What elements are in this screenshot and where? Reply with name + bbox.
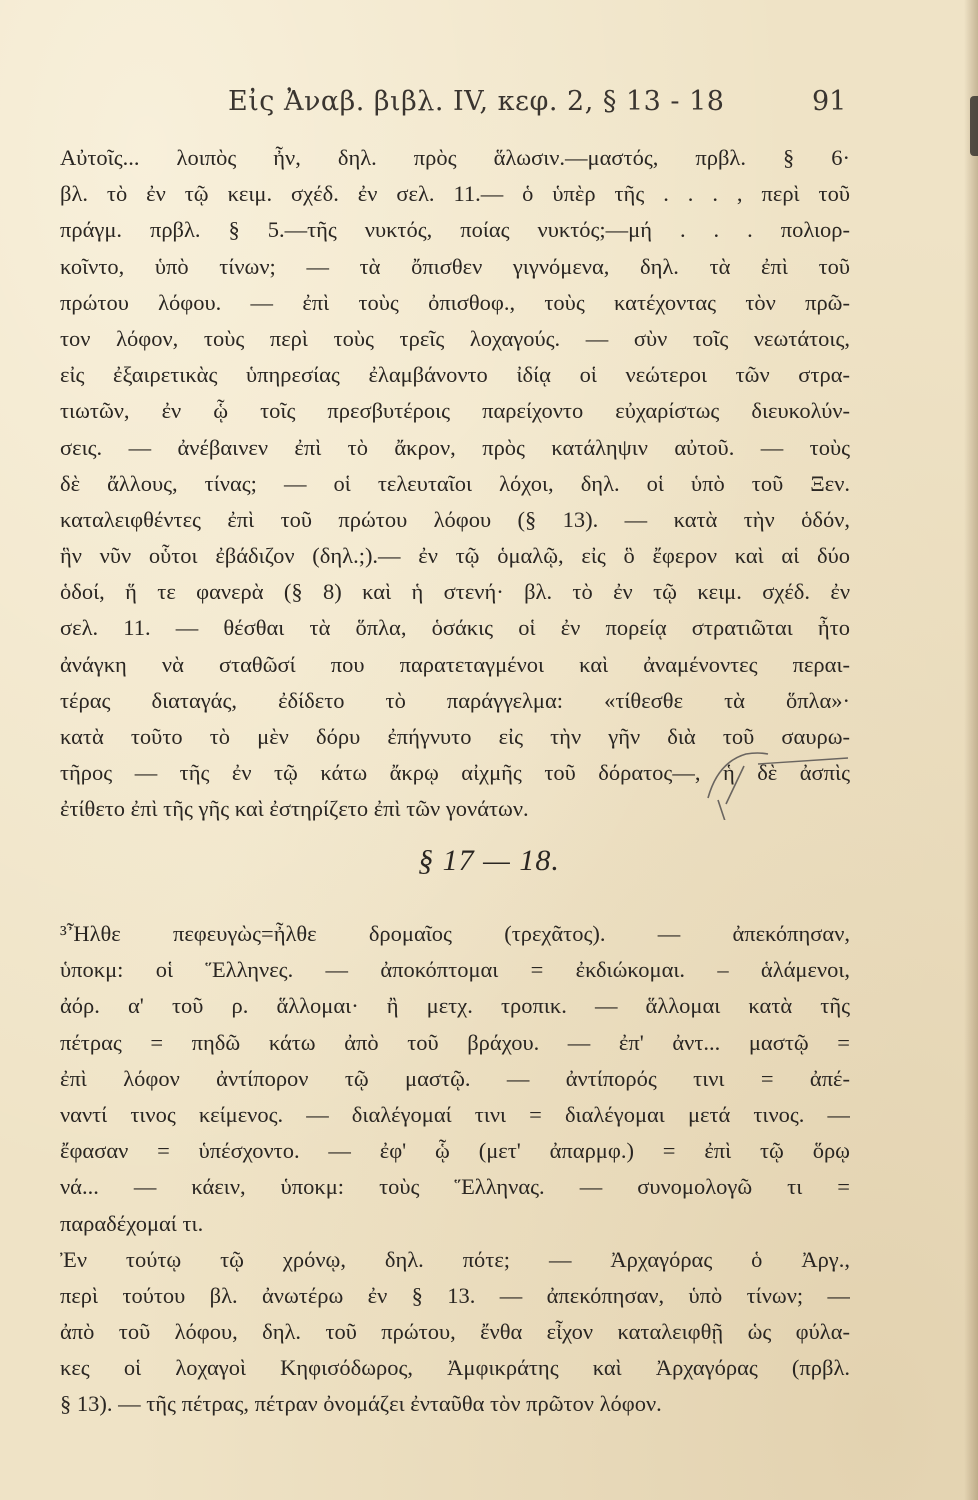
text-line: σελ. 11. — θέσθαι τὰ ὅπλα, ὁσάκις οἱ ἐν πορείᾳ στρατιῶται ἦτο <box>60 615 850 641</box>
text-line: § 13). — τῆς πέτρας, πέτραν ὀνομάζει ἐνταῦθα τὸν πρῶτον λόφον. <box>60 1391 662 1417</box>
text-line: ἣν νῦν οὗτοι ἐβάδιζον (δηλ.;).— ἐν τῷ ὁμαλῷ, εἰς ὃ ἔφερον καὶ αἱ δύο <box>60 543 850 569</box>
page-edge-shadow <box>964 0 978 1500</box>
page-number: 91 <box>812 86 847 117</box>
text-line: ὑποκμ: οἱ Ἕλληνες. — ἀποκόπτομαι = ἐκδιώκομαι. – ἁλάμενοι, <box>60 957 850 983</box>
text-line: ἐτίθετο ἐπὶ τῆς γῆς καὶ ἐστηρίζετο ἐπὶ τῶν γονάτων. <box>60 796 529 822</box>
section-heading: § 17 — 18. <box>418 844 560 877</box>
text-line: σεις. — ἀνέβαινεν ἐπὶ τὸ ἄκρον, πρὸς κατάληψιν αὐτοῦ. — τοὺς <box>60 434 850 460</box>
running-head: Εἰς Ἀναβ. βιβλ. IV, κεφ. 2, § 13 - 18 <box>228 86 725 117</box>
text-line: ἀνάγκη νὰ σταθῶσί που παρατεταγμένοι καὶ ἀναμένοντες περαι- <box>60 651 850 677</box>
pencil-check-mark <box>698 740 858 820</box>
text-line: τον λόφον, τοὺς περὶ τοὺς τρεῖς λοχαγούς. — σὺν τοῖς νεωτάτοις, <box>60 325 850 351</box>
text-line: τιωτῶν, ἐν ᾧ τοῖς πρεσβυτέροις παρείχοντο εὐχαρίστως διευκολύν- <box>60 398 850 424</box>
commentary-section-17-18 <box>60 916 850 1423</box>
text-line: ἔφασαν = ὑπέσχοντο. — ἐφ' ᾧ (μετ' ἀπαρμφ.) = ἐπὶ τῷ ὅρῳ <box>60 1138 850 1164</box>
text-line: πράγμ. πρβλ. § 5.—τῆς νυκτός, ποίας νυκτός;—μή . . . πολιορ- <box>60 217 850 243</box>
text-line: κες οἱ λοχαγοὶ Κηφισόδωρος, Ἀμφικράτης καὶ Ἀρχαγόρας (πρβλ. <box>60 1355 850 1381</box>
text-line: νά... — κάειν, ὑποκμ: τοὺς Ἕλληνας. — συνομολογῶ τι = <box>60 1174 850 1200</box>
text-line: εἰς ἐξαιρετικὰς ὑπηρεσίας ἐλαμβάνοντο ἰδίᾳ οἱ νεώτεροι τῶν στρα- <box>60 362 850 388</box>
text-line: βλ. τὸ ἐν τῷ κειμ. σχέδ. ἐν σελ. 11.— ὁ ὑπὲρ τῆς . . . , περὶ τοῦ <box>60 181 850 207</box>
commentary-section-13-16 <box>60 140 850 828</box>
text-line: τῆρος — τῆς ἐν τῷ κάτω ἄκρῳ αἰχμῆς τοῦ δόρατος—, ἡ δὲ ἀσπὶς <box>60 760 850 786</box>
text-line: πρώτου λόφου. — ἐπὶ τοὺς ὀπισθοφ., τοὺς κατέχοντας τὸν πρῶ- <box>60 289 850 315</box>
text-line: κοῖντο, ὑπὸ τίνων; — τὰ ὄπισθεν γιγνόμενα, δηλ. τὰ ἐπὶ τοῦ <box>60 253 850 279</box>
text-line: ἐπὶ λόφον ἀντίπορον τῷ μαστῷ. — ἀντίπορός τινι = ἀπέ- <box>60 1065 850 1091</box>
text-line: ὁδοί, ἥ τε φανερὰ (§ 8) καὶ ἡ στενή· βλ. τὸ ἐν τῷ κειμ. σχέδ. ἐν <box>60 579 850 605</box>
text-line: δὲ ἄλλους, τίνας; — οἱ τελευταῖοι λόχοι, δηλ. οἱ ὑπὸ τοῦ Ξεν. <box>60 470 850 496</box>
text-line: ναντί τινος κείμενος. — διαλέγομαί τινι = διαλέγομαι μετά τινος. — <box>60 1101 850 1127</box>
text-line: ³Ἦλθε πεφευγὼς=ἦλθε δρομαῖος (τρεχᾶτος). — ἀπεκόπησαν, <box>60 921 850 946</box>
text-line: ἀπὸ τοῦ λόφου, δηλ. τοῦ πρώτου, ἔνθα εἶχον καταλειφθῇ ὡς φύλα- <box>60 1319 850 1345</box>
page-header <box>0 86 978 126</box>
text-line: τέρας διαταγάς, ἐδίδετο τὸ παράγγελμα: «τίθεσθε τὰ ὅπλα»· <box>60 687 850 713</box>
text-line: καταλειφθέντες ἐπὶ τοῦ πρώτου λόφου (§ 13). — κατὰ τὴν ὁδόν, <box>60 506 850 532</box>
text-line: πέτρας = πηδῶ κάτω ἀπὸ τοῦ βράχου. — ἐπ' ἀντ... μαστῷ = <box>60 1029 850 1055</box>
text-line: περὶ τούτου βλ. ἀνωτέρω ἐν § 13. — ἀπεκόπησαν, ὑπὸ τίνων; — <box>60 1282 850 1308</box>
text-line: κατὰ τοῦτο τὸ μὲν δόρυ ἐπήγνυτο εἰς τὴν γῆν διὰ τοῦ σαυρω- <box>60 724 850 749</box>
text-line: παραδέχομαί τι. <box>60 1210 204 1236</box>
text-line: Αὐτοῖς... λοιπὸς ἦν, δηλ. πρὸς ἅλωσιν.—μαστός, πρβλ. § 6· <box>60 145 850 170</box>
text-line: Ἐν τούτῳ τῷ χρόνῳ, δηλ. πότε; — Ἀρχαγόρας ὁ Ἀργ., <box>60 1246 850 1272</box>
text-line: ἀόρ. α' τοῦ ρ. ἅλλομαι· ἢ μετχ. τροπικ. — ἅλλομαι κατὰ τῆς <box>60 993 850 1019</box>
